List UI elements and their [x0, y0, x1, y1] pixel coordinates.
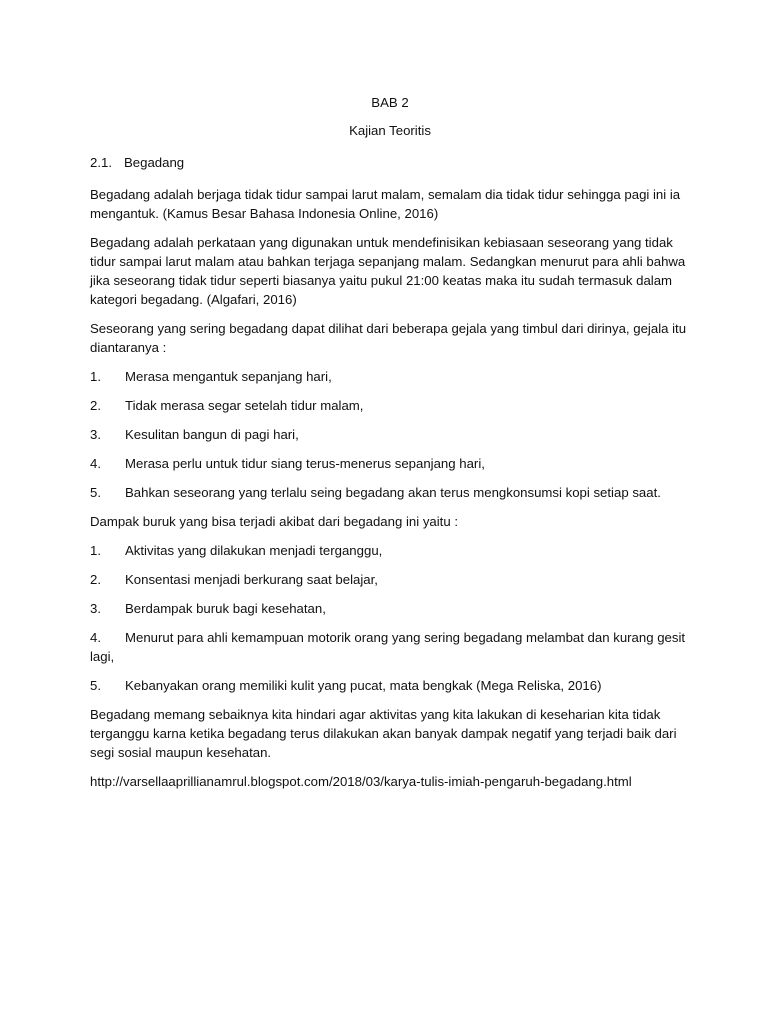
- list-item-number: 4.: [90, 456, 101, 471]
- list-item: [90, 454, 690, 473]
- paragraph-symptoms-intro: Seseorang yang sering begadang dapat dilihat dari beberapa gejala yang timbul dari dirinya, gejala itu diantaranya :: [90, 321, 687, 355]
- list-item-text: Konsentasi menjadi berkurang saat belajar,: [125, 572, 378, 587]
- list-item-number: 3.: [90, 601, 101, 616]
- impacts-list: [90, 541, 690, 695]
- section-number: 2.1.: [90, 155, 112, 170]
- list-item-number: 4.: [90, 630, 101, 645]
- list-item: [90, 676, 690, 695]
- list-item-number: 2.: [90, 398, 101, 413]
- list-item-text: Kebanyakan orang memiliki kulit yang pucat, mata bengkak (Mega Reliska, 2016): [125, 678, 602, 693]
- list-item: [90, 628, 690, 666]
- list-item-number: 5.: [90, 678, 101, 693]
- list-item-number: 1.: [90, 369, 101, 384]
- list-item-text: Bahkan seseorang yang terlalu seing begadang akan terus mengkonsumsi kopi setiap saat.: [125, 485, 661, 500]
- paragraph-definition: Begadang adalah berjaga tidak tidur sampai larut malam, semalam dia tidak tidur sehingga pagi ini ia mengantuk. (Kamus Besar Bahasa Indonesia Online, 2016): [90, 187, 681, 221]
- paragraph-expert-opinion: Begadang adalah perkataan yang digunakan untuk mendefinisikan kebiasaan seseorang yang tidak tidur sampai larut malam atau bahkan terjaga sepanjang malam. Sedangkan menurut para ahli bahwa jika seseorang tidak tidur seperti biasanya yaitu pukul 21:00 keatas maka itu sudah termasuk dalam kategori begadang. (Algafari, 2016): [90, 235, 686, 307]
- list-item: [90, 483, 690, 502]
- list-item-text: Menurut para ahli kemampuan motorik orang yang sering begadang melambat dan kurang gesit lagi,: [90, 630, 686, 664]
- list-item-number: 5.: [90, 485, 101, 500]
- chapter-number: BAB 2: [371, 95, 409, 110]
- paragraph-impact-intro: Dampak buruk yang bisa terjadi akibat dari begadang ini yaitu :: [90, 514, 459, 529]
- list-item-text: Kesulitan bangun di pagi hari,: [125, 427, 299, 442]
- list-item-number: 2.: [90, 572, 101, 587]
- section-heading: [90, 153, 690, 172]
- list-item-text: Merasa perlu untuk tidur siang terus-menerus sepanjang hari,: [125, 456, 485, 471]
- list-item: [90, 425, 690, 444]
- paragraph-conclusion: Begadang memang sebaiknya kita hindari agar aktivitas yang kita lakukan di keseharian kita tidak terganggu karna ketika begadang terus dilakukan akan banyak dampak negatif yang terjadi baik dari segi sosial maupun kesehatan.: [90, 707, 677, 760]
- list-item: [90, 396, 690, 415]
- list-item-number: 3.: [90, 427, 101, 442]
- list-item-text: Merasa mengantuk sepanjang hari,: [125, 369, 332, 384]
- list-item-text: Tidak merasa segar setelah tidur malam,: [125, 398, 364, 413]
- section-title: Begadang: [124, 155, 185, 170]
- symptoms-list: [90, 367, 690, 502]
- source-url: http://varsellaaprillianamrul.blogspot.com/2018/03/karya-tulis-imiah-pengaruh-begadang.html: [90, 774, 632, 789]
- list-item: [90, 570, 690, 589]
- list-item-text: Aktivitas yang dilakukan menjadi terganggu,: [125, 543, 383, 558]
- chapter-title: Kajian Teoritis: [349, 123, 431, 138]
- list-item-text: Berdampak buruk bagi kesehatan,: [125, 601, 326, 616]
- list-item: [90, 599, 690, 618]
- list-item: [90, 367, 690, 386]
- list-item: [90, 541, 690, 560]
- list-item-number: 1.: [90, 543, 101, 558]
- document-body: [90, 93, 690, 801]
